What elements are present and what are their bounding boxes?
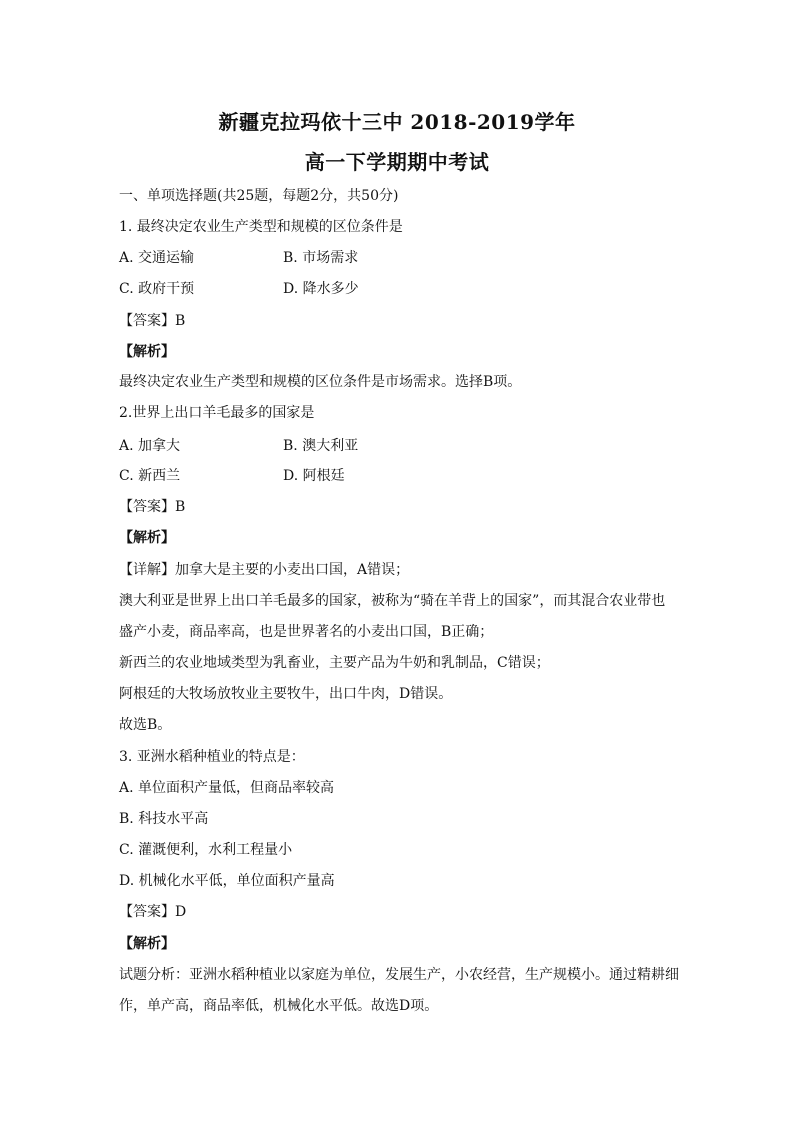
- document-title: 新疆克拉玛依十三中 2018-2019学年: [218, 110, 576, 134]
- question-3-answer: 【答案】D: [119, 904, 187, 920]
- question-2-detail-line-2: 澳大利亚是世界上出口羊毛最多的国家，被称为“骑在羊背上的国家”，而其混合农业带也: [119, 593, 666, 609]
- question-1-option-c: C. 政府干预: [119, 281, 195, 297]
- question-1-analysis-label: 【解析】: [119, 344, 175, 360]
- question-1-answer: 【答案】B: [119, 313, 186, 329]
- question-3-stem: 3. 亚洲水稻种植业的特点是：: [119, 749, 305, 765]
- question-3-analysis-label: 【解析】: [119, 936, 175, 952]
- question-3-option-d: D. 机械化水平低，单位面积产量高: [119, 873, 335, 889]
- question-3-option-a: A. 单位面积产量低，但商品率较高: [119, 780, 335, 796]
- question-1-option-a: A. 交通运输: [119, 250, 195, 266]
- question-1-option-b: B. 市场需求: [283, 250, 359, 266]
- question-2-option-a: A. 加拿大: [119, 438, 181, 454]
- question-2-option-c: C. 新西兰: [119, 468, 181, 484]
- question-3-analysis-line-2: 作，单产高，商品率低，机械化水平低。故选D项。: [119, 998, 439, 1014]
- question-2-analysis-label: 【解析】: [119, 530, 175, 546]
- question-1-stem: 1. 最终决定农业生产类型和规模的区位条件是: [119, 219, 403, 235]
- section-header: 一、单项选择题(共25题，每题2分，共50分): [119, 188, 399, 204]
- question-2-answer: 【答案】B: [119, 499, 186, 515]
- question-2-option-b: B. 澳大利亚: [283, 438, 359, 454]
- question-1-analysis: 最终决定农业生产类型和规模的区位条件是市场需求。选择B项。: [119, 374, 522, 390]
- question-2-detail-line-1: 【详解】加拿大是主要的小麦出口国，A错误；: [119, 562, 410, 578]
- question-2-detail-line-5: 阿根廷的大牧场放牧业主要牧牛，出口牛肉，D错误。: [119, 686, 453, 702]
- question-2-detail-line-6: 故选B。: [119, 717, 172, 733]
- question-3-option-b: B. 科技水平高: [119, 811, 209, 827]
- question-2-detail-line-3: 盛产小麦，商品率高，也是世界著名的小麦出口国，B正确；: [119, 624, 494, 640]
- question-2-detail-line-4: 新西兰的农业地域类型为乳畜业，主要产品为牛奶和乳制品，C错误；: [119, 655, 550, 671]
- question-3-analysis-line-1: 试题分析：亚洲水稻种植业以家庭为单位，发展生产，小农经营，生产规模小。通过精耕细: [119, 967, 679, 983]
- question-3-option-c: C. 灌溉便利，水利工程量小: [119, 842, 293, 858]
- document-subtitle: 高一下学期期中考试: [304, 150, 490, 174]
- question-2-stem: 2.世界上出口羊毛最多的国家是: [119, 405, 315, 421]
- question-2-option-d: D. 阿根廷: [283, 468, 345, 484]
- question-1-option-d: D. 降水多少: [283, 281, 359, 297]
